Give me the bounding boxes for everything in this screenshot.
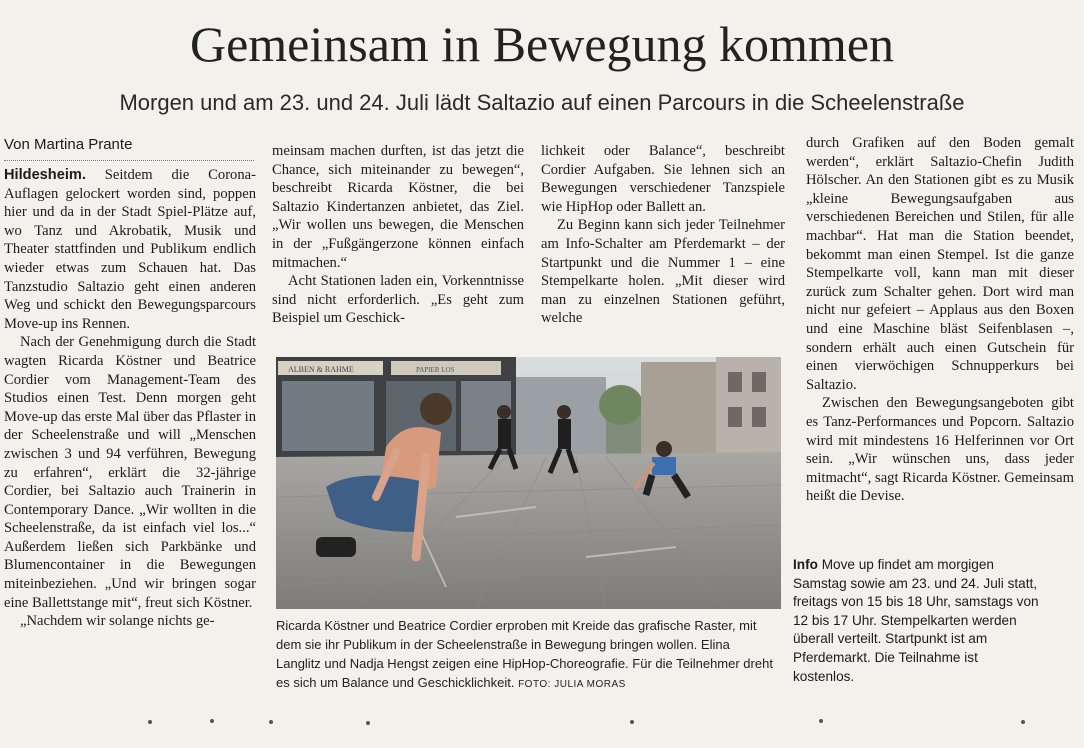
- byline: Von Martina Prante: [4, 134, 254, 161]
- article-column-3: [541, 142, 785, 328]
- shop-sign-right: PAPIER LOS: [416, 366, 455, 374]
- article-column-1: [4, 166, 256, 631]
- shop-sign-left: ALBEN & RAHME: [288, 365, 354, 374]
- paragraph-text: Seitdem die Corona-Auflagen gelockert worden sind, poppen hier und da in der Stadt Spiel-Plätze auf, wo Tanz und Akrobatik, Musik und Theater stattfinden und Publikum endlich wieder etwas zum Schauen hat. Das Tanzstudio Saltazio geht einen anderen Weg und schickt den Bewegungsparcours Move-up ins Rennen.: [4, 167, 256, 332]
- photo-caption: [276, 616, 776, 694]
- paragraph: „Nachdem wir solange nichts ge-: [20, 613, 215, 630]
- caption-text: Ricarda Köstner und Beatrice Cordier erproben mit Kreide das grafische Raster, mit dem sie ihr Publikum in der Scheelenstraße in Bewegung bringen wollen. Elina Langlitz und Nadja Hengst zeigen eine HipHop-Choreografie. Für die Teilnehmer dreht es sich um Balance und Geschicklichkeit.: [276, 618, 773, 690]
- info-box: [793, 556, 1041, 686]
- article-column-2: [272, 142, 524, 328]
- paragraph: Acht Stationen laden ein, Vorkenntnisse sind nicht erforderlich. „Es geht zum Beispiel um Geschick-: [272, 273, 524, 327]
- dateline: Hildesheim.: [4, 167, 86, 183]
- headline: Gemeinsam in Bewegung kommen: [189, 16, 895, 72]
- article-column-4: [806, 134, 1074, 506]
- paragraph: Zu Beginn kann sich jeder Teilnehmer am Info-Schalter am Pferdemarkt – der Startpunkt und die Nummer 1 – eine Stempelkarte holen. „Mit dieser wird man zu einzelnen Stationen geführt, welche: [541, 217, 785, 327]
- paragraph: lichkeit oder Balance“, beschreibt Cordier Aufgaben. Sie lehnen sich an Bewegungen verschiedener Tanzspiele wie HipHop oder Ballett an.: [541, 143, 785, 215]
- paragraph: Zwischen den Bewegungsangeboten gibt es Tanz-Performances und Popcorn. Saltazio wird mit mindestens 16 Helferinnen vor Ort sein. „Wir wünschen uns, dass jeder mitmacht“, sagt Ricarda Köstner. Gemeinsam heißt die Devise.: [806, 395, 1074, 505]
- subheadline: Morgen und am 23. und 24. Juli lädt Saltazio auf einen Parcours in die Scheelenstraße: [119, 90, 965, 115]
- photo-illustration: [276, 357, 781, 609]
- paragraph: [4, 166, 256, 333]
- paragraph: meinsam machen durften, ist das jetzt die Chance, sich miteinander zu bewegen“, beschreibt Ricarda Köstner, die bei Saltazio Kindertanzen anbietet, das Ziel. „Wir wollen uns bewegen, die Menschen in der „Fußgängerzone können einfach mitmachen.“: [272, 143, 524, 271]
- paragraph: Nach der Genehmigung durch die Stadt wagten Ricarda Köstner und Beatrice Cordier vom Management-Team des Studios einen Test. Denn morgen geht Move-up das erste Mal über das Pflaster in der Scheelenstraße und will „Menschen zwischen 3 und 94 verführen, Bewegung zu erfahren“, erklärt die 32-jährige Cordier, bei Saltazio auch Trainerin in Contemporary Dance. „Wir wollten in die Scheelenstraße, da ist einfach viel los...“ Außerdem ließen sich Parkbänke und Blumencontainer in die Bewegungen miteinbeziehen. „Und wir bringen sogar eine Ballettstange mit“, freut sich Köstner.: [4, 334, 256, 611]
- photo-credit: FOTO: JULIA MORAS: [518, 679, 626, 690]
- paragraph: durch Grafiken auf den Boden gemalt werden“, erklärt Saltazio-Chefin Judith Hölscher. An den Stationen gibt es zu Musik „kleine Bewegungsaufgaben aus verschiedenen Bereichen und Stilen, für alle machbar“. Hat man die Station beendet, bekommt man einen Stempel. Ist die ganze Stempelkarte voll, kann man mit dieser zurück zum Schalter gehen. Dort wird man nicht nur gefeiert – Applaus aus den Boxen und eine Maschine bläst Seifenblasen –, sondern erhält auch einen Gutschein für einen vierwöchigen Schnupperkurs bei Saltazio.: [806, 135, 1074, 393]
- paper-marks: [0, 712, 1084, 732]
- info-text: Move up findet am morgigen Samstag sowie am 23. und 24. Juli statt, freitags von 15 bis 18 Uhr, samstags von 12 bis 17 Uhr. Stempelkarten werden überall verteilt. Startpunkt ist am Pferdemarkt. Die Teilnahme ist kostenlos.: [793, 557, 1039, 684]
- street-photo: [276, 357, 781, 609]
- info-label: Info: [793, 557, 818, 572]
